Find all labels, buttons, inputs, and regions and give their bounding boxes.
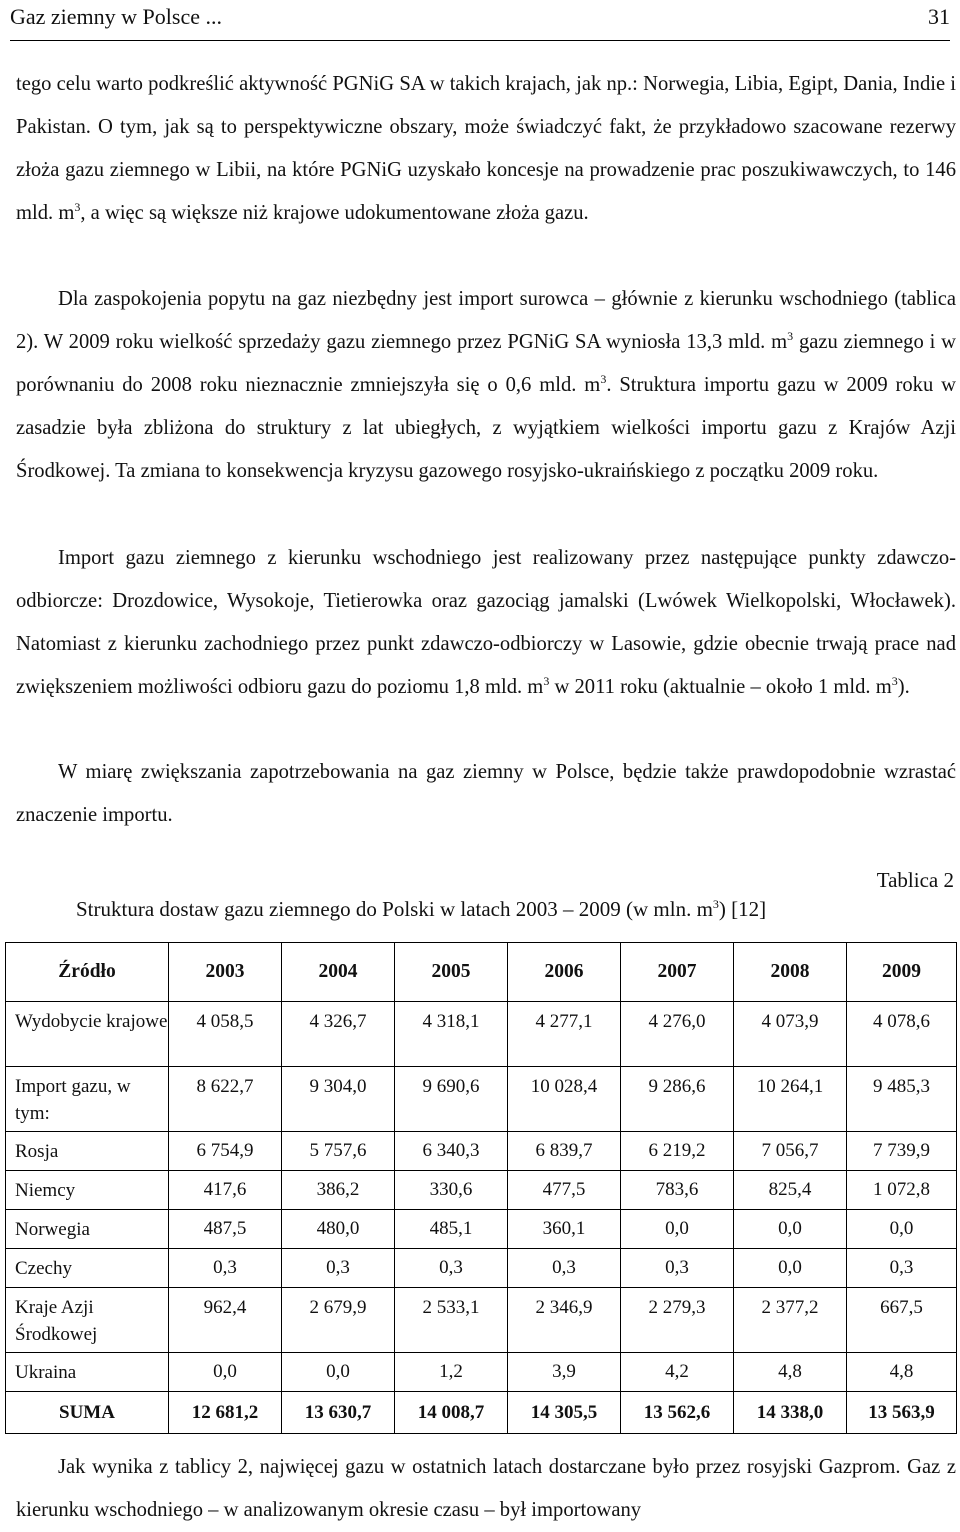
page-number: 31 xyxy=(928,4,950,29)
table-row xyxy=(6,1171,957,1210)
table-cell: 10 264,1 xyxy=(734,1067,847,1132)
table-cell: 477,5 xyxy=(508,1171,621,1210)
table-row xyxy=(6,1288,957,1353)
table-cell: 783,6 xyxy=(621,1171,734,1210)
table-cell: 9 485,3 xyxy=(847,1067,957,1132)
table-cell: 487,5 xyxy=(169,1210,282,1249)
table-cell: 13 562,6 xyxy=(621,1392,734,1434)
table-cell: 12 681,2 xyxy=(169,1392,282,1434)
table-cell: 5 757,6 xyxy=(282,1132,395,1171)
table-number: Tablica 2 xyxy=(876,868,954,892)
table-cell: 0,0 xyxy=(282,1353,395,1392)
table-cell: 2 679,9 xyxy=(282,1288,395,1353)
table-cell: 825,4 xyxy=(734,1171,847,1210)
table-header-row xyxy=(6,943,957,1002)
gas-supply-table xyxy=(5,942,957,1434)
table-cell: 0,0 xyxy=(621,1210,734,1249)
running-title: Gaz ziemny w Polsce ... xyxy=(10,4,222,29)
paragraph-3 xyxy=(16,537,956,709)
table-cell: 0,0 xyxy=(847,1210,957,1249)
paragraph-2-text-c: . Struktura importu gazu w 2009 roku w zasadzie była zbliżona do struktury z lat ubiegłych, z wyjątkiem wielkości importu gazu z Krajów Azji Środkowej. Ta zmiana to konsekwencja kryzysu gazowego rosyjsko-ukraińskiego z początku 2009 roku. xyxy=(16,374,956,482)
paragraph-5-text: Jak wynika z tablicy 2, najwięcej gazu w ostatnich latach dostarczane było przez rosyjski Gazprom. Gaz z kierunku wschodniego – w analizowanym okresie czasu – był importowany xyxy=(16,1456,956,1521)
table-title-text: Struktura dostaw gazu ziemnego do Polski w latach 2003 – 2009 (w mln. m xyxy=(76,897,713,921)
table-cell: 0,3 xyxy=(847,1249,957,1288)
table-cell: 3,9 xyxy=(508,1353,621,1392)
table-title-ref: ) [12] xyxy=(718,897,767,921)
table-cell: 0,3 xyxy=(621,1249,734,1288)
table-cell: 4 078,6 xyxy=(847,1002,957,1067)
table-cell: 6 340,3 xyxy=(395,1132,508,1171)
superscript: 3 xyxy=(543,674,550,688)
row-label: Wydobycie krajowe xyxy=(6,1002,169,1067)
table-cell: 8 622,7 xyxy=(169,1067,282,1132)
table-cell: 330,6 xyxy=(395,1171,508,1210)
table-cell: 667,5 xyxy=(847,1288,957,1353)
table-cell: 6 219,2 xyxy=(621,1132,734,1171)
row-label: Czechy xyxy=(6,1249,169,1288)
paragraph-2 xyxy=(16,278,956,493)
table-cell: 4,8 xyxy=(734,1353,847,1392)
table-total-row xyxy=(6,1392,957,1434)
table-cell: 0,0 xyxy=(734,1249,847,1288)
table-cell: 1,2 xyxy=(395,1353,508,1392)
table-row xyxy=(6,1132,957,1171)
table-row xyxy=(6,1210,957,1249)
paragraph-3-text-a: Import gazu ziemnego z kierunku wschodniego jest realizowany przez następujące punkty zdawczo-odbiorcze: Drozdowice, Wysokoje, Tietierowka oraz gazociąg jamalski (Lwówek Wielkopolski, Włocławek). Natomiast z kierunku zachodniego przez punkt zdawczo-odbiorczy w Lasowie, gdzie obecnie trwają prace nad zwiększeniem możliwości odbioru gazu do poziomu 1,8 mld. m xyxy=(16,547,956,698)
row-label: SUMA xyxy=(6,1392,169,1434)
table-cell: 9 304,0 xyxy=(282,1067,395,1132)
table-cell: 14 008,7 xyxy=(395,1392,508,1434)
paragraph-3-text-b: w 2011 roku (aktualnie – około 1 mld. m xyxy=(549,676,892,698)
table-row xyxy=(6,1249,957,1288)
row-label: Import gazu, w tym: xyxy=(6,1067,169,1132)
table-cell: 2 279,3 xyxy=(621,1288,734,1353)
table-cell: 0,3 xyxy=(169,1249,282,1288)
table-cell: 962,4 xyxy=(169,1288,282,1353)
paragraph-4 xyxy=(16,751,956,837)
table-cell: 360,1 xyxy=(508,1210,621,1249)
table-row xyxy=(6,1002,957,1067)
table-cell: 4,2 xyxy=(621,1353,734,1392)
column-header: 2003 xyxy=(169,943,282,1002)
paragraph-2-text-b: gazu ziemnego i w porównaniu do 2008 roku nieznacznie zmniejszyła się o 0,6 mld. m xyxy=(16,331,956,396)
table-cell: 9 690,6 xyxy=(395,1067,508,1132)
table-cell: 0,3 xyxy=(395,1249,508,1288)
paragraph-1-text-b: , a więc są większe niż krajowe udokumentowane złoża gazu. xyxy=(80,202,589,224)
paragraph-1-text-a: tego celu warto podkreślić aktywność PGNiG SA w takich krajach, jak np.: Norwegia, Libia, Egipt, Dania, Indie i Pakistan. O tym, jak są to perspektywiczne obszary, może świadczyć fakt, że przykładowo szacowane rezerwy złoża gazu ziemnego w Libii, na które PGNiG uzyskało koncesje na prowadzenie prac poszukiwawczych, to 146 mld. m xyxy=(16,73,956,224)
table-cell: 13 563,9 xyxy=(847,1392,957,1434)
page-header xyxy=(10,0,950,41)
table-cell: 4 326,7 xyxy=(282,1002,395,1067)
table-cell: 4 073,9 xyxy=(734,1002,847,1067)
row-label: Ukraina xyxy=(6,1353,169,1392)
superscript: 3 xyxy=(891,674,898,688)
table-cell: 0,3 xyxy=(508,1249,621,1288)
paragraph-3-text-c: ). xyxy=(897,676,910,698)
table-cell: 4 318,1 xyxy=(395,1002,508,1067)
table-cell: 0,0 xyxy=(734,1210,847,1249)
table-cell: 7 739,9 xyxy=(847,1132,957,1171)
superscript: 3 xyxy=(74,200,81,214)
column-header: 2006 xyxy=(508,943,621,1002)
paragraph-4-text: W miarę zwiększania zapotrzebowania na gaz ziemny w Polsce, będzie także prawdopodobnie wzrastać znaczenie importu. xyxy=(16,761,956,826)
table-cell: 6 839,7 xyxy=(508,1132,621,1171)
table-cell: 4 277,1 xyxy=(508,1002,621,1067)
column-header: 2005 xyxy=(395,943,508,1002)
table-cell: 4,8 xyxy=(847,1353,957,1392)
table-cell: 6 754,9 xyxy=(169,1132,282,1171)
table-cell: 10 028,4 xyxy=(508,1067,621,1132)
table-cell: 7 056,7 xyxy=(734,1132,847,1171)
paragraph-5 xyxy=(16,1446,956,1532)
column-header: 2004 xyxy=(282,943,395,1002)
table-cell: 386,2 xyxy=(282,1171,395,1210)
table-row xyxy=(6,1353,957,1392)
superscript: 3 xyxy=(787,329,794,343)
table-cell: 2 346,9 xyxy=(508,1288,621,1353)
paragraph-1 xyxy=(16,63,956,235)
table-cell: 2 533,1 xyxy=(395,1288,508,1353)
table-row xyxy=(6,1067,957,1132)
table-cell: 9 286,6 xyxy=(621,1067,734,1132)
table-cell: 0,3 xyxy=(282,1249,395,1288)
table-cell: 2 377,2 xyxy=(734,1288,847,1353)
row-label: Rosja xyxy=(6,1132,169,1171)
table-cell: 4 058,5 xyxy=(169,1002,282,1067)
superscript: 3 xyxy=(712,897,719,911)
table-cell: 480,0 xyxy=(282,1210,395,1249)
table-cell: 13 630,7 xyxy=(282,1392,395,1434)
table-title xyxy=(76,897,766,922)
column-header: 2009 xyxy=(847,943,957,1002)
table-cell: 4 276,0 xyxy=(621,1002,734,1067)
row-label: Niemcy xyxy=(6,1171,169,1210)
column-header: 2007 xyxy=(621,943,734,1002)
column-header: Źródło xyxy=(6,943,169,1002)
table-cell: 1 072,8 xyxy=(847,1171,957,1210)
table-cell: 485,1 xyxy=(395,1210,508,1249)
table-cell: 14 305,5 xyxy=(508,1392,621,1434)
column-header: 2008 xyxy=(734,943,847,1002)
row-label: Norwegia xyxy=(6,1210,169,1249)
table-cell: 0,0 xyxy=(169,1353,282,1392)
row-label: Kraje Azji Środkowej xyxy=(6,1288,169,1353)
table-cell: 14 338,0 xyxy=(734,1392,847,1434)
table-cell: 417,6 xyxy=(169,1171,282,1210)
paragraph-2-text-a: Dla zaspokojenia popytu na gaz niezbędny jest import surowca – głównie z kierunku wschodniego (tablica 2). W 2009 roku wielkość sprzedaży gazu ziemnego przez PGNiG SA wyniosła 13,3 mld. m xyxy=(16,288,956,353)
superscript: 3 xyxy=(600,372,607,386)
